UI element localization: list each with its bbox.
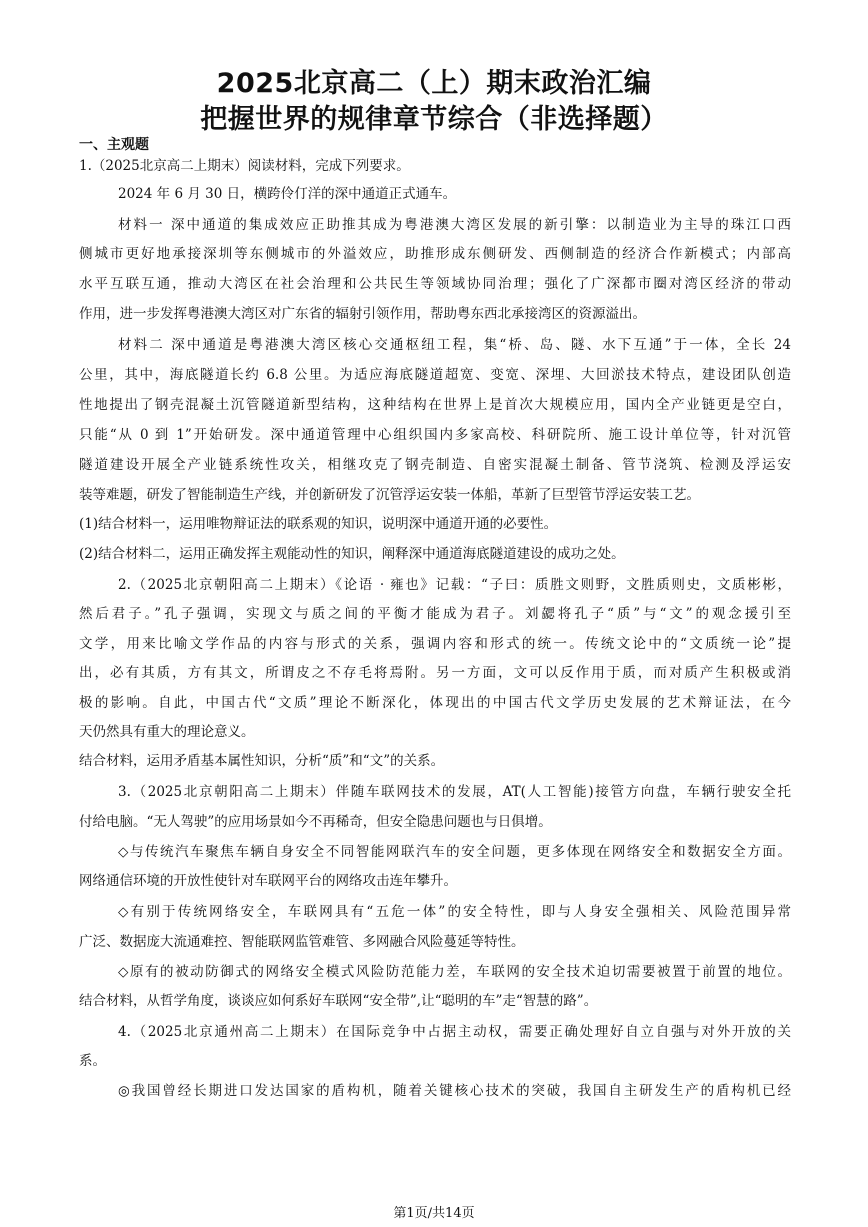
- question-1-subquestion-2: (2)结合材料二，运用正确发挥主观能动性的知识，阐释深中通道海底隧道建设的成功之处。: [79, 546, 625, 562]
- question-3-bullet-1-cont: 网络通信环境的开放性使针对车联网平台的网络攻击连年攀升。: [79, 873, 457, 889]
- question-2-prompt: 结合材料，运用矛盾基本属性知识，分析“质”和“文”的关系。: [79, 753, 445, 769]
- question-2-line: 文学，用来比喻文学作品的内容与形式的关系，强调内容和形式的统一。传统文论中的“文质统一论”提: [79, 636, 791, 652]
- question-4-line: 系。: [79, 1053, 106, 1069]
- section-heading: 一、主观题: [79, 137, 149, 153]
- question-4-bullet-1: ◎我国曾经长期进口发达国家的盾构机，随着关键核心技术的突破，我国自主研发生产的盾构机已经: [118, 1083, 791, 1099]
- question-1-intro: 2024 年 6 月 30 日，横跨伶仃洋的深中通道正式通车。: [118, 186, 457, 202]
- document-title-line-1: 2025北京高二（上）期末政治汇编: [216, 68, 652, 99]
- question-1-stem: 1.（2025北京高二上期末）阅读材料，完成下列要求。: [79, 158, 410, 174]
- document-title-line-2: 把握世界的规律章节综合（非选择题）: [200, 104, 668, 135]
- question-1-material-2-line: 性地提出了钢壳混凝土沉管隧道新型结构，这种结构在世界上是首次大规模应用，国内全产业链更是空白，: [79, 397, 791, 413]
- question-1-material-1-line: 水平互联互通，推动大湾区在社会治理和公共民生等领域协同治理；强化了广深都市圈对湾区经济的带动: [79, 276, 791, 292]
- question-1-material-2-line: 公里，其中，海底隧道长约 6.8 公里。为适应海底隧道超宽、变宽、深埋、大回淤技术特点，建设团队创造: [79, 367, 791, 383]
- question-4-line: 4.（2025北京通州高二上期末）在国际竞争中占据主动权，需要正确处理好自立自强与对外开放的关: [118, 1024, 791, 1040]
- question-1-material-1-line: 作用，进一步发挥粤港澳大湾区对广东省的辐射引领作用，帮助粤东西北承接湾区的资源溢出。: [79, 306, 646, 322]
- question-2-line: 2.（2025北京朝阳高二上期末）《论语 · 雍也》记载：“子曰：质胜文则野，文胜质则史，文质彬彬，: [118, 577, 791, 593]
- question-2-line: 出，必有其质，方有其文，所谓皮之不存毛将焉附。另一方面，文可以反作用于质，而对质产生积极或消: [79, 665, 791, 681]
- question-1-material-2-line: 装等难题，研发了智能制造生产线，并创新研发了沉管浮运安装一体船，革新了巨型管节浮运安装工艺。: [79, 487, 700, 503]
- question-3-bullet-2-cont: 广泛、数据庞大流通难控、智能联网监管难管、多网融合风险蔓延等特性。: [79, 934, 525, 950]
- page-number-footer: 第1页/共14页: [393, 1206, 475, 1221]
- question-1-material-2-line: 只能“从 0 到 1”开始研发。深中通道管理中心组织国内多家高校、科研院所、施工设计单位等，针对沉管: [79, 427, 791, 443]
- question-2-line: 然后君子。”孔子强调，实现文与质之间的平衡才能成为君子。刘勰将孔子“质”与“文”的观念援引至: [79, 606, 791, 622]
- question-1-material-2-line: 隧道建设开展全产业链系统性攻关，相继攻克了钢壳制造、自密实混凝土制备、管节浇筑、检测及浮运安: [79, 457, 791, 473]
- question-1-material-2-line: 材料二 深中通道是粤港澳大湾区核心交通枢纽工程，集“桥、岛、隧、水下互通”于一体，全长 24: [118, 337, 791, 353]
- question-1-material-1-line: 侧城市更好地承接深圳等东侧城市的外溢效应，助推形成东侧研发、西侧制造的经济合作新模式；内部高: [79, 246, 791, 262]
- question-3-prompt: 结合材料，从哲学角度，谈谈应如何系好车联网“安全带”,让“聪明的车”走“智慧的路”。: [79, 993, 598, 1009]
- question-3-bullet-2: ◇有别于传统网络安全，车联网具有“五危一体”的安全特性，即与人身安全强相关、风险范围异常: [118, 904, 791, 920]
- question-2-line: 天仍然具有重大的理论意义。: [79, 724, 255, 740]
- question-1-material-1-line: 材料一 深中通道的集成效应正助推其成为粤港澳大湾区发展的新引擎：以制造业为主导的珠江口西: [118, 217, 791, 233]
- question-3-line: 付给电脑。“无人驾驶”的应用场景如今不再稀奇，但安全隐患问题也与日俱增。: [79, 814, 552, 830]
- question-1-subquestion-1: (1)结合材料一，运用唯物辩证法的联系观的知识，说明深中通道开通的必要性。: [79, 516, 558, 532]
- question-3-line: 3.（2025北京朝阳高二上期末）伴随车联网技术的发展，AT(人工智能)接管方向盘，车辆行驶安全托: [118, 784, 791, 800]
- question-3-bullet-3: ◇原有的被动防御式的网络安全模式风险防范能力差，车联网的安全技术迫切需要被置于前置的地位。: [118, 964, 791, 980]
- question-3-bullet-1: ◇与传统汽车聚焦车辆自身安全不同智能网联汽车的安全问题，更多体现在网络安全和数据安全方面。: [118, 844, 791, 860]
- question-2-line: 极的影响。自此，中国古代“文质”理论不断深化，体现出的中国古代文学历史发展的艺术辩证法，在今: [79, 695, 791, 711]
